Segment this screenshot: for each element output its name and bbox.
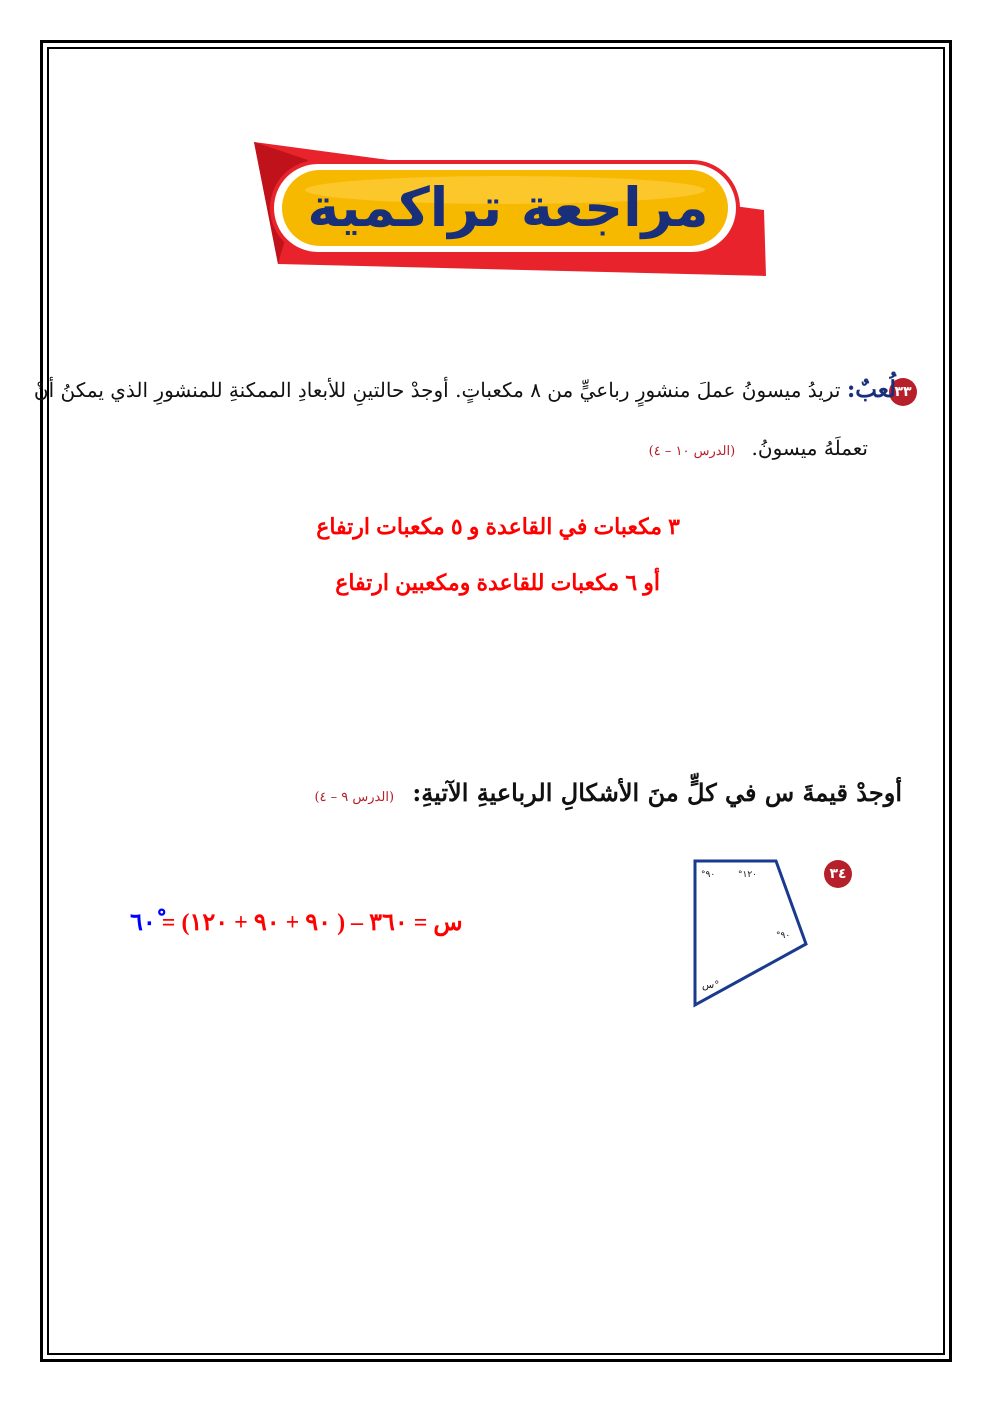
equation-working: س = ٣٦٠ – ( ٩٠ + ٩٠ + ١٢٠) = <box>155 910 463 936</box>
problem-number-badge: ٣٣ <box>889 378 917 406</box>
section-title-text: أوجدْ قيمةَ س في كلٍّ منَ الأشكالِ الرباعيةِ الآتيةِ: <box>412 778 902 807</box>
answer-line-2: أو ٦ مكعبات للقاعدة ومكعبين ارتفاع <box>335 570 660 595</box>
section-banner <box>248 140 768 278</box>
answer-line-1: ٣ مكعبات في القاعدة و ٥ مكعبات ارتفاع <box>316 514 680 539</box>
quadrilateral-shape <box>690 858 820 1018</box>
angle-label-right: °٩٠ <box>776 931 791 941</box>
angle-label-top-left: °٩٠ <box>701 870 716 880</box>
section-title <box>314 778 902 807</box>
lesson-reference: (الدرس ١٠ – ٤) <box>648 444 736 459</box>
angle-label-bottom-left: س° <box>702 980 720 991</box>
equation-result: ٦٠ْ <box>130 910 156 936</box>
problem-number-badge: ٣٤ <box>824 860 852 888</box>
quadrilateral-figure <box>690 858 820 1022</box>
lesson-reference: (الدرس ٩ – ٤) <box>314 790 395 805</box>
problem-33-label: لُعبٌ: <box>846 376 896 403</box>
problem-33-text-line1 <box>34 376 896 403</box>
problem-33-text-line2 <box>649 436 868 460</box>
problem-33-statement-end: تعملَهُ ميسونُ. <box>751 436 868 460</box>
solution-equation <box>130 908 463 937</box>
angle-label-top-right: °١٢٠ <box>738 870 758 880</box>
problem-33-statement: تريدُ ميسونُ عملَ منشورٍ رباعيٍّ من ٨ مكعباتٍ. أوجدْ حالتينِ للأبعادِ الممكنةِ للمنشورِ الذي يمكنُ أنْ <box>33 378 841 402</box>
banner-title: مراجعة تراكمية <box>307 176 709 239</box>
